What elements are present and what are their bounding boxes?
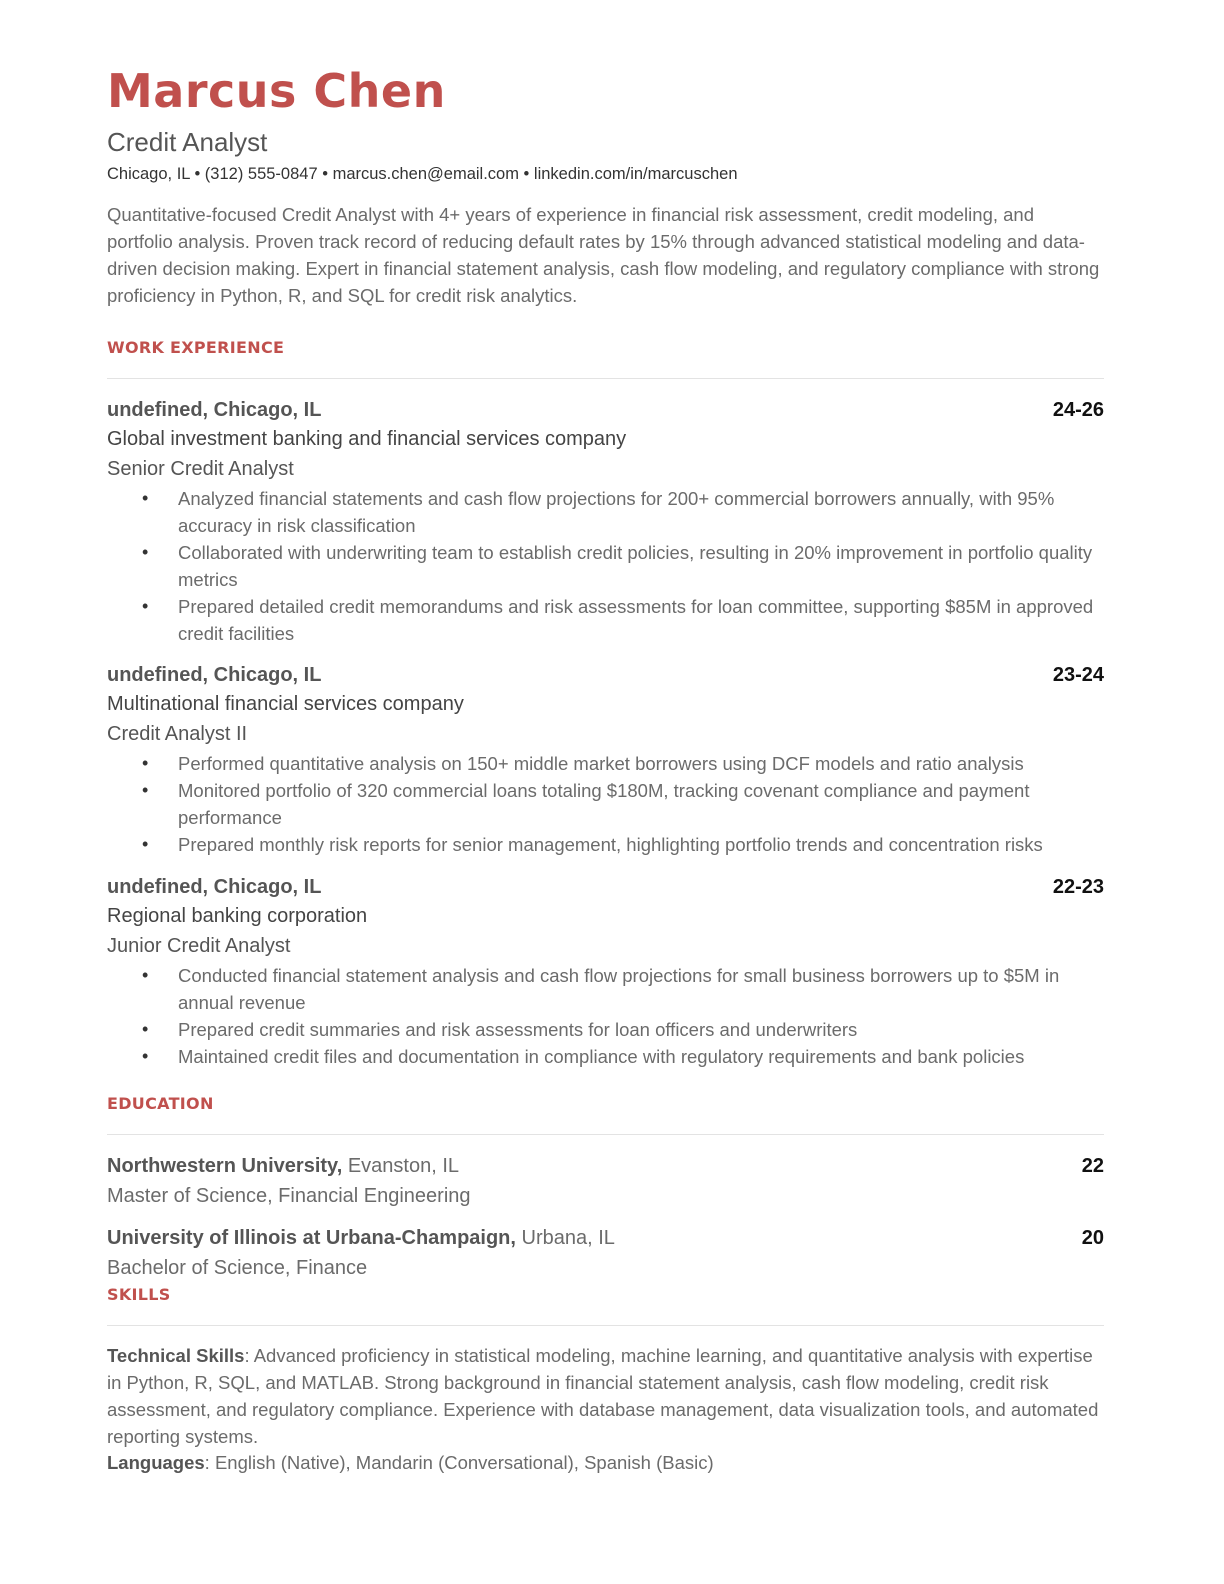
job-company-description: Regional banking corporation xyxy=(107,905,368,927)
section-heading-work: WORK EXPERIENCE xyxy=(107,338,285,357)
bullet-icon: • xyxy=(142,834,149,854)
job-company: undefined, Chicago, IL xyxy=(107,399,322,421)
job-role: Credit Analyst II xyxy=(107,722,248,745)
job-company-description: Multinational financial services company xyxy=(107,693,464,715)
job-bullet: • Prepared monthly risk reports for senior management, highlighting portfolio trends and concentration risks xyxy=(107,831,1104,858)
job-dates: 23-24 xyxy=(1052,664,1104,686)
job-bullets xyxy=(107,962,1104,1070)
job-bullets xyxy=(107,485,1104,647)
education-year: 20 xyxy=(1081,1227,1104,1249)
school-name: Northwestern University, xyxy=(107,1155,343,1177)
bullet-icon: • xyxy=(142,488,149,508)
bullet-icon: • xyxy=(142,596,149,616)
degree: Master of Science, Financial Engineering xyxy=(107,1184,471,1207)
languages-label: Languages xyxy=(107,1452,205,1473)
languages xyxy=(107,1449,1104,1476)
job-role: Junior Credit Analyst xyxy=(107,934,291,957)
education-year: 22 xyxy=(1081,1155,1104,1177)
job-title: Credit Analyst xyxy=(107,127,268,157)
job-entry xyxy=(107,396,1104,647)
technical-skills-label: Technical Skills xyxy=(107,1345,245,1366)
education-header xyxy=(107,1152,1104,1182)
candidate-name: Marcus Chen xyxy=(107,64,446,118)
divider xyxy=(107,378,1104,379)
job-header xyxy=(107,396,1104,425)
divider xyxy=(107,1325,1104,1326)
job-bullet: • Maintained credit files and documentation in compliance with regulatory requirements and bank policies xyxy=(107,1043,1104,1070)
bullet-icon: • xyxy=(142,542,149,562)
job-bullet: • Conducted financial statement analysis and cash flow projections for small business borrowers up to $5M in annual revenue xyxy=(107,962,1104,1016)
bullet-icon: • xyxy=(142,753,149,773)
job-bullet: • Performed quantitative analysis on 150+ middle market borrowers using DCF models and ratio analysis xyxy=(107,750,1104,777)
section-heading-skills: SKILLS xyxy=(107,1285,171,1304)
bullet-icon: • xyxy=(142,965,149,985)
job-bullet: • Prepared credit summaries and risk assessments for loan officers and underwriters xyxy=(107,1016,1104,1043)
technical-skills-text: : Advanced proficiency in statistical modeling, machine learning, and quantitative analysis with expertise in Python, R, SQL, and MATLAB. Strong background in financial statement analysis, cash flow modeling, credit risk assessment, and regulatory compliance. Experience with database management, data visualization tools, and automated reporting systems. xyxy=(107,1345,1099,1447)
job-bullet: • Analyzed financial statements and cash flow projections for 200+ commercial borrowers annually, with 95% accuracy in risk classification xyxy=(107,485,1104,539)
degree: Bachelor of Science, Finance xyxy=(107,1256,368,1279)
bullet-icon: • xyxy=(142,1046,149,1066)
job-company: undefined, Chicago, IL xyxy=(107,876,322,898)
school-location: Urbana, IL xyxy=(521,1227,615,1249)
technical-skills xyxy=(107,1342,1104,1450)
section-heading-education: EDUCATION xyxy=(107,1094,214,1113)
bullet-icon: • xyxy=(142,780,149,800)
school-location: Evanston, IL xyxy=(347,1155,459,1177)
divider xyxy=(107,1134,1104,1135)
education-entry xyxy=(107,1152,1104,1211)
job-company-description: Global investment banking and financial services company xyxy=(107,428,627,450)
job-role: Senior Credit Analyst xyxy=(107,457,294,480)
job-entry xyxy=(107,873,1104,1070)
job-bullet: • Monitored portfolio of 320 commercial loans totaling $180M, tracking covenant compliance and payment performance xyxy=(107,777,1104,831)
job-bullets xyxy=(107,750,1104,858)
school-name: University of Illinois at Urbana-Champaign, xyxy=(107,1227,516,1249)
job-company: undefined, Chicago, IL xyxy=(107,664,322,686)
education-header xyxy=(107,1224,1104,1254)
bullet-icon: • xyxy=(142,1019,149,1039)
languages-text: : English (Native), Mandarin (Conversational), Spanish (Basic) xyxy=(204,1452,714,1473)
summary-paragraph: Quantitative-focused Credit Analyst with 4+ years of experience in financial risk assessment, credit modeling, and portfolio analysis. Proven track record of reducing default rates by 15% through advanced statistical modeling and data-driven decision making. Expert in financial statement analysis, cash flow modeling, and regulatory compliance with strong proficiency in Python, R, and SQL for credit risk analytics. xyxy=(107,204,1100,306)
contact-line: Chicago, IL • (312) 555-0847 • marcus.chen@email.com • linkedin.com/in/marcuschen xyxy=(107,165,738,183)
job-dates: 22-23 xyxy=(1052,876,1104,898)
job-entry xyxy=(107,661,1104,858)
job-header xyxy=(107,661,1104,690)
job-bullet: • Prepared detailed credit memorandums and risk assessments for loan committee, supporting $85M in approved credit facilities xyxy=(107,593,1104,647)
education-entry xyxy=(107,1224,1104,1283)
job-dates: 24-26 xyxy=(1052,399,1104,421)
job-bullet: • Collaborated with underwriting team to establish credit policies, resulting in 20% improvement in portfolio quality metrics xyxy=(107,539,1104,593)
job-header xyxy=(107,873,1104,902)
